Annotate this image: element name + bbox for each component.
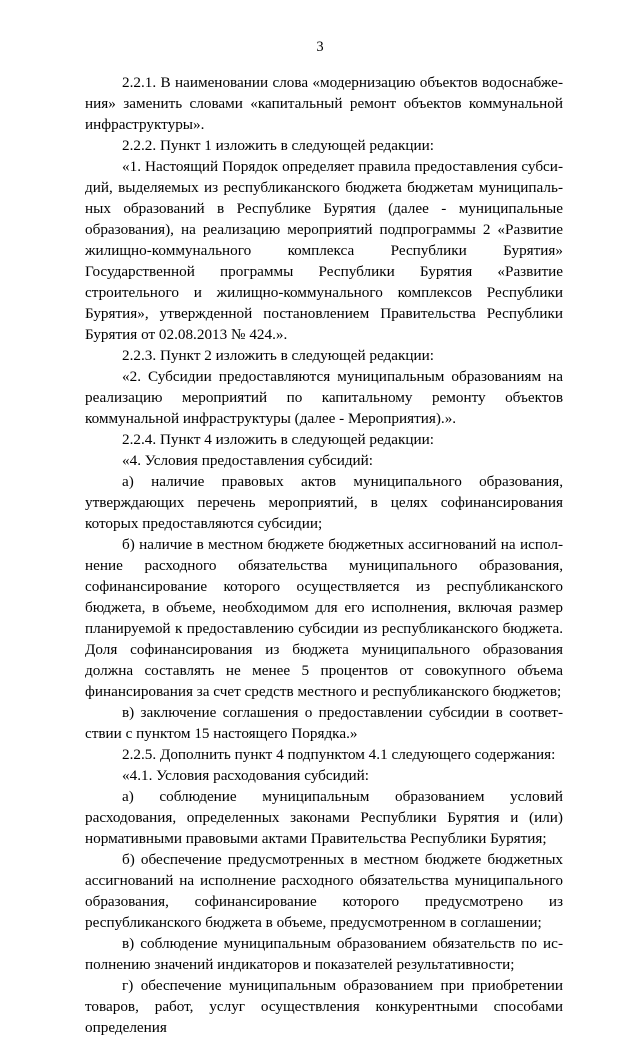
- paragraph-item-4-b: б) наличие в местном бюджете бюджетных ассигнований на исполнение расходного обязательства муниципального образования, софинансирование которого осуществляется из республиканского бюджета, в объеме, необходимом для его исполнения, включая размер планируемой к предоставлению субсидии из республиканского бюджета. Доля софинансирования из бюджета муниципального образования должна составлять не менее 5 процентов от совокупного объема финансирования за счет средств местного и республиканского бюджетов;: [85, 536, 563, 700]
- paragraph-item-4-1-v: в) соблюдение муниципальным образованием обязательств по исполнению значений индикаторов и показателей результативности;: [85, 935, 563, 973]
- paragraph-item-4-1-heading: «4.1. Условия расходования субсидий:: [122, 767, 369, 784]
- paragraph-item-1: «1. Настоящий Порядок определяет правила предоставления субсидий, выделяемых из республиканского бюджета бюджетам муниципальных образований в Республике Бурятия (далее - муниципальные образования), на реализацию мероприятий подпрограммы 2 «Развитие жилищно-коммунального комплекса Республики Бурятия» Государственной программы Республики Бурятия «Развитие строительного и жилищно-коммунального комплексов Республики Бурятия», утвержденной постановлением Правительства Республики Бурятия от 02.08.2013 № 424.».: [85, 158, 563, 343]
- paragraph-item-4-1-b: б) обеспечение предусмотренных в местном бюджете бюджетных ассигнований на исполнение расходного обязательства муниципального образования, софинансирование которого предусмотрено из республиканского бюджета в объеме, предусмотренном в соглашении;: [85, 851, 563, 931]
- document-body: [85, 72, 563, 1038]
- paragraph-item-4-1-a: а) соблюдение муниципальным образованием условий расходования, определенных законами Республики Бурятия и (или) нормативными правовыми актами Правительства Республики Бурятия;: [85, 788, 563, 847]
- paragraph-2-2-5: 2.2.5. Дополнить пункт 4 подпунктом 4.1 следующего содержания:: [122, 746, 556, 763]
- paragraph-item-4-1-g: г) обеспечение муниципальным образованием при приобретении товаров, работ, услуг осуществления конкурентными способами определения: [85, 977, 563, 1036]
- paragraph-2-2-3: 2.2.3. Пункт 2 изложить в следующей редакции:: [122, 347, 435, 364]
- paragraph-item-4-heading: «4. Условия предоставления субсидий:: [122, 452, 374, 469]
- paragraph-item-2: «2. Субсидии предоставляются муниципальным образованиям на реализацию мероприятий по капитальному ремонту объектов коммунальной инфраструктуры (далее - Мероприятия).».: [85, 368, 563, 427]
- paragraph-2-2-4: 2.2.4. Пункт 4 изложить в следующей редакции:: [122, 431, 435, 448]
- paragraph-item-4-a: а) наличие правовых актов муниципального образования, утверждающих перечень мероприятий, в целях софинансирования которых предоставляются субсидии;: [85, 473, 563, 532]
- paragraph-2-2-2: 2.2.2. Пункт 1 изложить в следующей редакции:: [122, 137, 435, 154]
- paragraph-2-2-1: 2.2.1. В наименовании слова «модернизацию объектов водоснабжения» заменить словами «капитальный ремонт объектов коммунальной инфраструктуры».: [85, 74, 563, 133]
- paragraph-item-4-v: в) заключение соглашения о предоставлении субсидии в соответствии с пунктом 15 настоящего Порядка.»: [85, 704, 563, 742]
- page-number: 3: [316, 39, 324, 55]
